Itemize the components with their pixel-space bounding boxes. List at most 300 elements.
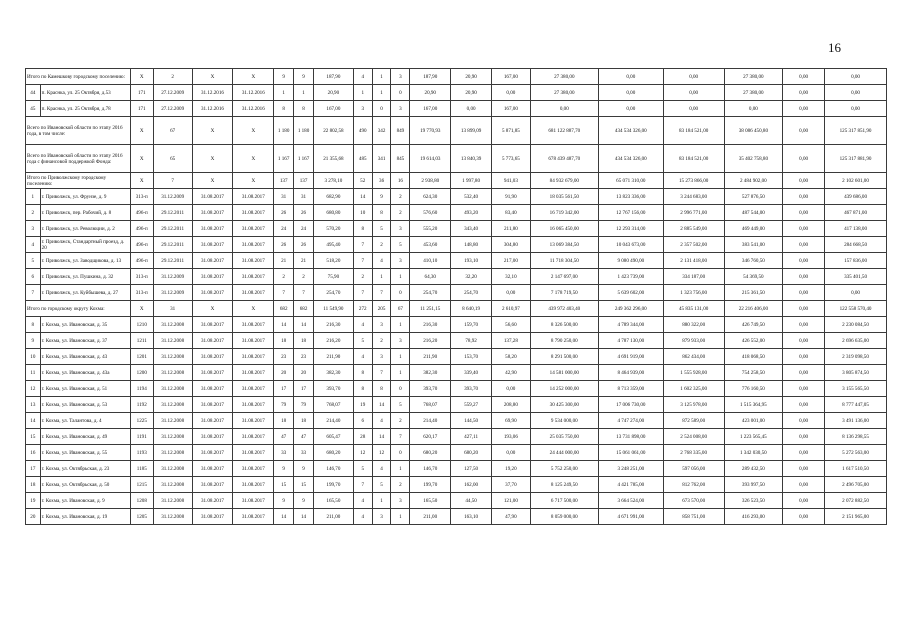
value-cell: 216,30 xyxy=(314,317,354,333)
value-cell: 215 361,50 xyxy=(724,285,783,301)
value-cell: 31.12.2008 xyxy=(153,493,192,509)
value-cell: 2 696 635,00 xyxy=(825,333,887,349)
value-cell: 21 355,68 xyxy=(314,145,354,173)
value-cell: 199,70 xyxy=(410,477,451,493)
value-cell: 576,60 xyxy=(410,205,451,221)
value-cell: 20 xyxy=(274,365,294,381)
value-cell: 31.12.2016 xyxy=(233,85,274,101)
value-cell: 254,70 xyxy=(451,285,492,301)
value-cell: 0,00 xyxy=(783,429,825,445)
value-cell: 880 322,00 xyxy=(663,317,724,333)
value-cell: 75,90 xyxy=(314,269,354,285)
value-cell: 31.08.2017 xyxy=(233,317,274,333)
value-cell: 159,70 xyxy=(451,317,492,333)
address-cell: г. Кохма, ул. Ивановская, д. 49 xyxy=(40,429,130,445)
value-cell: 211,80 xyxy=(492,221,531,237)
value-cell: 0,00 xyxy=(783,301,825,317)
value-cell: 148,80 xyxy=(451,237,492,253)
value-cell: 858 751,00 xyxy=(663,509,724,525)
value-cell: 171 xyxy=(130,85,153,101)
value-cell: 3 xyxy=(391,333,410,349)
table-row xyxy=(26,413,887,429)
value-cell: 24 xyxy=(294,221,314,237)
value-cell: 5 871,85 xyxy=(492,117,531,145)
value-cell: 36 xyxy=(372,173,391,189)
value-cell: 31.08.2017 xyxy=(192,365,233,381)
value-cell: 0,00 xyxy=(783,145,825,173)
value-cell: 2 xyxy=(353,269,372,285)
value-cell: 31.12.2008 xyxy=(153,509,192,525)
value-cell: 439 972 403,40 xyxy=(530,301,598,317)
table-row xyxy=(26,85,887,101)
value-cell: 31.08.2017 xyxy=(192,429,233,445)
address-cell: г. Кохма, ул. Октябрьская, д. 50 xyxy=(40,477,130,493)
value-cell: 13 731 898,00 xyxy=(598,429,663,445)
row-number-cell: 15 xyxy=(26,429,41,445)
value-cell: 0,00 xyxy=(492,85,531,101)
row-number-cell: 45 xyxy=(26,101,41,117)
value-cell: 3 xyxy=(391,493,410,509)
value-cell: 187,90 xyxy=(314,69,354,85)
value-cell: 681 122 887,70 xyxy=(530,117,598,145)
value-cell: 208,80 xyxy=(492,397,531,413)
table-row xyxy=(26,381,887,397)
value-cell: 20,90 xyxy=(451,69,492,85)
value-cell: 254,70 xyxy=(314,285,354,301)
value-cell: 2 xyxy=(372,333,391,349)
value-cell: 31.12.2009 xyxy=(153,269,192,285)
value-cell: 1193 xyxy=(130,445,153,461)
value-cell: 20,90 xyxy=(451,85,492,101)
value-cell: 8 xyxy=(353,381,372,397)
value-cell: 146,70 xyxy=(410,461,451,477)
value-cell: 3 664 524,00 xyxy=(598,493,663,509)
value-cell: 24 xyxy=(274,221,294,237)
value-cell: 2 xyxy=(153,69,192,85)
value-cell: 31.12.2016 xyxy=(192,85,233,101)
value-cell: 0 xyxy=(372,101,391,117)
value-cell: 1211 xyxy=(130,333,153,349)
value-cell: 32,10 xyxy=(492,269,531,285)
value-cell: 31.08.2017 xyxy=(233,189,274,205)
value-cell: 2 524 008,00 xyxy=(663,429,724,445)
value-cell: 6 xyxy=(353,413,372,429)
value-cell: 8 326 500,00 xyxy=(530,317,598,333)
subtotal-row xyxy=(26,69,887,85)
total-row xyxy=(26,145,887,173)
value-cell: 9 xyxy=(294,493,314,509)
table-body xyxy=(26,69,887,525)
value-cell: 393,70 xyxy=(451,381,492,397)
value-cell: 121,00 xyxy=(492,493,531,509)
value-cell: 211,90 xyxy=(410,349,451,365)
value-cell: 17 006 730,00 xyxy=(598,397,663,413)
value-cell: 31.08.2017 xyxy=(233,397,274,413)
value-cell: 29.12.2011 xyxy=(153,221,192,237)
value-cell: 15 xyxy=(294,477,314,493)
value-cell: X xyxy=(233,145,274,173)
value-cell: 31.08.2017 xyxy=(233,493,274,509)
value-cell: 31.08.2017 xyxy=(192,509,233,525)
value-cell: 680,20 xyxy=(451,445,492,461)
value-cell: 254,70 xyxy=(410,285,451,301)
value-cell: 941,03 xyxy=(492,173,531,189)
value-cell: 31 xyxy=(294,189,314,205)
value-cell: 680,80 xyxy=(314,205,354,221)
value-cell: 339,40 xyxy=(451,365,492,381)
value-cell: 31.12.2008 xyxy=(153,317,192,333)
value-cell: 1 342 030,50 xyxy=(724,445,783,461)
value-cell: 45 835 131,00 xyxy=(663,301,724,317)
value-cell: 31.12.2008 xyxy=(153,477,192,493)
value-cell: X xyxy=(130,145,153,173)
value-cell: 0,00 xyxy=(530,101,598,117)
value-cell: 2 885 549,00 xyxy=(663,221,724,237)
value-cell: 4 xyxy=(353,509,372,525)
value-cell: 1 xyxy=(353,85,372,101)
value-cell: 7 xyxy=(153,173,192,189)
value-cell: 31.08.2017 xyxy=(233,349,274,365)
value-cell: 8 291 500,00 xyxy=(530,349,598,365)
value-cell: 1 180 xyxy=(274,117,294,145)
value-cell: 31.12.2008 xyxy=(153,429,192,445)
value-cell: 31.08.2017 xyxy=(192,317,233,333)
value-cell: 25 035 750,00 xyxy=(530,429,598,445)
value-cell: 7 xyxy=(391,429,410,445)
table-row xyxy=(26,365,887,381)
value-cell: 393,70 xyxy=(410,381,451,397)
address-cell: г. Кохма, ул. Ивановская, д. 35 xyxy=(40,317,130,333)
value-cell: 682 xyxy=(274,301,294,317)
value-cell: 5 773,65 xyxy=(492,145,531,173)
address-cell: г. Приволжск, ул. Заводщикова, д. 13 xyxy=(40,253,130,269)
value-cell: 0,00 xyxy=(783,413,825,429)
value-cell: 14 xyxy=(274,317,294,333)
value-cell: 4 787 130,00 xyxy=(598,333,663,349)
value-cell: 3 278,10 xyxy=(314,173,354,189)
value-cell: 28 xyxy=(353,429,372,445)
value-cell: 1 423 739,00 xyxy=(598,269,663,285)
value-cell: 13 823 336,00 xyxy=(598,189,663,205)
value-cell: 10 043 673,00 xyxy=(598,237,663,253)
value-cell: 4 xyxy=(353,349,372,365)
value-cell: 4 xyxy=(353,69,372,85)
value-cell: 31.08.2017 xyxy=(233,413,274,429)
value-cell: 754 258,50 xyxy=(724,365,783,381)
value-cell: 2 938,80 xyxy=(410,173,451,189)
value-cell: 14 252 000,00 xyxy=(530,381,598,397)
value-cell: 8 xyxy=(294,101,314,117)
value-cell: 31.08.2017 xyxy=(233,445,274,461)
value-cell: 31.12.2008 xyxy=(153,349,192,365)
value-cell: 1225 xyxy=(130,413,153,429)
value-cell: 27 380,00 xyxy=(530,69,598,85)
value-cell: 14 xyxy=(372,429,391,445)
value-cell: 453,60 xyxy=(410,237,451,253)
address-cell: г. Кохма, ул. Ивановская, д. 37 xyxy=(40,333,130,349)
value-cell: 5 752 250,00 xyxy=(530,461,598,477)
value-cell: 127,50 xyxy=(451,461,492,477)
value-cell: 5 xyxy=(353,333,372,349)
value-cell: 341 xyxy=(372,145,391,173)
value-cell: 0,00 xyxy=(783,173,825,189)
value-cell: 3 xyxy=(391,69,410,85)
address-cell: г. Кохма, ул. Октябрьская, д. 23 xyxy=(40,461,130,477)
value-cell: 313-п xyxy=(130,285,153,301)
value-cell: 8 xyxy=(353,365,372,381)
value-cell: 1192 xyxy=(130,397,153,413)
value-cell: 18 xyxy=(274,413,294,429)
address-cell: г. Приволжск, ул. Куйбышева, д. 27 xyxy=(40,285,130,301)
value-cell: 4 747 274,00 xyxy=(598,413,663,429)
value-cell: 216,20 xyxy=(410,333,451,349)
value-cell: 0,00 xyxy=(783,477,825,493)
value-cell: 18 xyxy=(294,333,314,349)
value-cell: 496-п xyxy=(130,237,153,253)
value-cell: 11 251,15 xyxy=(410,301,451,317)
value-cell: 153,70 xyxy=(451,349,492,365)
value-cell: 4 421 785,00 xyxy=(598,477,663,493)
row-label-cell: Всего по Ивановской области по этапу 2016 года, в том числе: xyxy=(26,117,131,145)
row-label-cell: Итого по Приволжскому городскому поселению: xyxy=(26,173,131,189)
value-cell: 2 xyxy=(391,413,410,429)
value-cell: 83,40 xyxy=(492,205,531,221)
row-number-cell: 18 xyxy=(26,477,41,493)
value-cell: X xyxy=(233,117,274,145)
row-number-cell: 11 xyxy=(26,365,41,381)
value-cell: 31.08.2017 xyxy=(233,333,274,349)
value-cell: 393 997,50 xyxy=(724,477,783,493)
table-row xyxy=(26,349,887,365)
value-cell: 2 131 418,00 xyxy=(663,253,724,269)
address-cell: г. Кохма, ул. Ивановская, д. 19 xyxy=(40,509,130,525)
value-cell: 26 xyxy=(294,205,314,221)
value-cell: 383 541,00 xyxy=(724,237,783,253)
table-row xyxy=(26,397,887,413)
value-cell: 416 293,00 xyxy=(724,509,783,525)
value-cell: 11 718 304,50 xyxy=(530,253,598,269)
value-cell: 2 357 502,00 xyxy=(663,237,724,253)
value-cell: 69,90 xyxy=(492,413,531,429)
value-cell: 434 534 326,00 xyxy=(598,145,663,173)
value-cell: 12 293 314,00 xyxy=(598,221,663,237)
value-cell: 1215 xyxy=(130,477,153,493)
value-cell: X xyxy=(233,69,274,85)
value-cell: 27 380,00 xyxy=(724,85,783,101)
value-cell: 31.12.2009 xyxy=(153,285,192,301)
value-cell: 1 617 510,50 xyxy=(825,461,887,477)
value-cell: 22 216 406,00 xyxy=(724,301,783,317)
value-cell: 5 xyxy=(391,397,410,413)
value-cell: 426 552,00 xyxy=(724,333,783,349)
row-number-cell: 8 xyxy=(26,317,41,333)
value-cell: 9 534 000,00 xyxy=(530,413,598,429)
table-row xyxy=(26,445,887,461)
value-cell: 2 484 902,00 xyxy=(724,173,783,189)
value-cell: 0,00 xyxy=(783,117,825,145)
value-cell: 1208 xyxy=(130,493,153,509)
value-cell: 0,00 xyxy=(783,493,825,509)
value-cell: 9 080 490,00 xyxy=(598,253,663,269)
value-cell: 1 xyxy=(391,317,410,333)
value-cell: 4 671 991,00 xyxy=(598,509,663,525)
value-cell: 326 523,50 xyxy=(724,493,783,509)
value-cell: 8 059 000,00 xyxy=(530,509,598,525)
value-cell: 9 xyxy=(274,69,294,85)
value-cell: 304,80 xyxy=(492,237,531,253)
value-cell: 485 xyxy=(353,145,372,173)
value-cell: 31.12.2008 xyxy=(153,333,192,349)
value-cell: 570,20 xyxy=(314,221,354,237)
value-cell: 4 xyxy=(372,461,391,477)
value-cell: 0,00 xyxy=(825,69,887,85)
value-cell: 1 180 xyxy=(294,117,314,145)
value-cell: 193,06 xyxy=(492,429,531,445)
table-row xyxy=(26,285,887,301)
value-cell: 31.12.2008 xyxy=(153,381,192,397)
value-cell: 0,00 xyxy=(783,69,825,85)
value-cell: 31.08.2017 xyxy=(192,349,233,365)
value-cell: 31.08.2017 xyxy=(233,429,274,445)
value-cell: 47,90 xyxy=(492,509,531,525)
value-cell: 0 xyxy=(391,381,410,397)
table-row xyxy=(26,269,887,285)
value-cell: 19 614,03 xyxy=(410,145,451,173)
value-cell: 0,00 xyxy=(663,69,724,85)
value-cell: 14 581 000,00 xyxy=(530,365,598,381)
value-cell: 47 xyxy=(294,429,314,445)
value-cell: 7 xyxy=(353,237,372,253)
value-cell: 31.08.2017 xyxy=(233,285,274,301)
value-cell: 211,00 xyxy=(314,509,354,525)
value-cell: 14 xyxy=(274,509,294,525)
value-cell: 65 xyxy=(153,145,192,173)
value-cell: 33 xyxy=(274,445,294,461)
value-cell: 1 xyxy=(391,461,410,477)
address-cell: г. Приволжск, Стандартный проезд, д. 20 xyxy=(40,237,130,253)
table-row xyxy=(26,205,887,221)
address-cell: г. Кохма, ул. Ивановская, д. 55 xyxy=(40,445,130,461)
value-cell: 9 xyxy=(274,493,294,509)
table-row xyxy=(26,189,887,205)
value-cell: 0,00 xyxy=(783,237,825,253)
value-cell: 518,20 xyxy=(314,253,354,269)
row-number-cell: 44 xyxy=(26,85,41,101)
value-cell: 1 223 565,45 xyxy=(724,429,783,445)
value-cell: 31.08.2017 xyxy=(192,477,233,493)
value-cell: 199,70 xyxy=(314,477,354,493)
value-cell: 4 789 344,00 xyxy=(598,317,663,333)
address-cell: п. Краснка, ул. 25 Октября, д.78 xyxy=(40,101,130,117)
value-cell: 211,90 xyxy=(314,349,354,365)
value-cell: 1 xyxy=(372,69,391,85)
value-cell: 18 xyxy=(294,413,314,429)
value-cell: 346 760,50 xyxy=(724,253,783,269)
value-cell: 125 317 881,90 xyxy=(825,145,887,173)
value-cell: 0,00 xyxy=(783,253,825,269)
value-cell: 1191 xyxy=(130,429,153,445)
value-cell: 2 xyxy=(294,269,314,285)
value-cell: 0,00 xyxy=(724,101,783,117)
value-cell: 12 xyxy=(353,445,372,461)
value-cell: 31.08.2017 xyxy=(192,493,233,509)
value-cell: 872 589,00 xyxy=(663,413,724,429)
row-number-cell: 1 xyxy=(26,189,41,205)
value-cell: 382,30 xyxy=(314,365,354,381)
value-cell: 5 xyxy=(391,237,410,253)
value-cell: 673 570,00 xyxy=(663,493,724,509)
value-cell: 335 401,50 xyxy=(825,269,887,285)
value-cell: 496-п xyxy=(130,253,153,269)
value-cell: 559,27 xyxy=(451,397,492,413)
value-cell: 20,90 xyxy=(410,85,451,101)
row-number-cell: 5 xyxy=(26,253,41,269)
value-cell: 83 184 521,00 xyxy=(663,145,724,173)
value-cell: 31.12.2009 xyxy=(153,189,192,205)
value-cell: 217,00 xyxy=(492,253,531,269)
value-cell: 8 464 939,00 xyxy=(598,365,663,381)
value-cell: 1 xyxy=(391,269,410,285)
value-cell: 342 xyxy=(372,117,391,145)
subtotal-row xyxy=(26,301,887,317)
value-cell: 29.12.2011 xyxy=(153,253,192,269)
address-cell: г. Кохма, ул. Ивановская, д. 9 xyxy=(40,493,130,509)
value-cell: 79 xyxy=(294,397,314,413)
value-cell: 1 xyxy=(372,85,391,101)
value-cell: 19 xyxy=(353,397,372,413)
value-cell: 13 840,39 xyxy=(451,145,492,173)
value-cell: 4 xyxy=(353,493,372,509)
value-cell: 14 xyxy=(294,317,314,333)
value-cell: 27.12.2009 xyxy=(153,85,192,101)
value-cell: 0,00 xyxy=(783,445,825,461)
value-cell: 0,00 xyxy=(492,445,531,461)
value-cell: 0,00 xyxy=(663,85,724,101)
value-cell: 5 272 563,00 xyxy=(825,445,887,461)
value-cell: 382,30 xyxy=(410,365,451,381)
value-cell: 1185 xyxy=(130,461,153,477)
address-cell: г. Кохма, ул. Ивановская, д. 43а xyxy=(40,365,130,381)
row-number-cell: 16 xyxy=(26,445,41,461)
value-cell: 3 xyxy=(372,349,391,365)
value-cell: 3 248 251,00 xyxy=(598,461,663,477)
value-cell: X xyxy=(192,301,233,317)
value-cell: 30 425 300,00 xyxy=(530,397,598,413)
value-cell: 146,70 xyxy=(314,461,354,477)
value-cell: 31.08.2017 xyxy=(192,269,233,285)
value-cell: 31.08.2017 xyxy=(233,237,274,253)
value-cell: 16 065 450,00 xyxy=(530,221,598,237)
value-cell: 18 xyxy=(274,333,294,349)
value-cell: 31.12.2016 xyxy=(233,101,274,117)
row-number-cell: 14 xyxy=(26,413,41,429)
value-cell: 0,00 xyxy=(783,189,825,205)
value-cell: 14 xyxy=(353,189,372,205)
value-cell: 3 xyxy=(391,101,410,117)
value-cell: 487 544,00 xyxy=(724,205,783,221)
total-row xyxy=(26,117,887,145)
value-cell: 3 244 683,00 xyxy=(663,189,724,205)
address-cell: г. Приволжск, ул. Пушкина, д. 32 xyxy=(40,269,130,285)
table-row xyxy=(26,317,887,333)
value-cell: 167,00 xyxy=(492,101,531,117)
value-cell: 289 432,50 xyxy=(724,461,783,477)
value-cell: 7 xyxy=(294,285,314,301)
value-cell: 31.08.2017 xyxy=(233,221,274,237)
value-cell: 2 768 335,00 xyxy=(663,445,724,461)
value-cell: 495,40 xyxy=(314,237,354,253)
value-cell: 14 xyxy=(372,397,391,413)
